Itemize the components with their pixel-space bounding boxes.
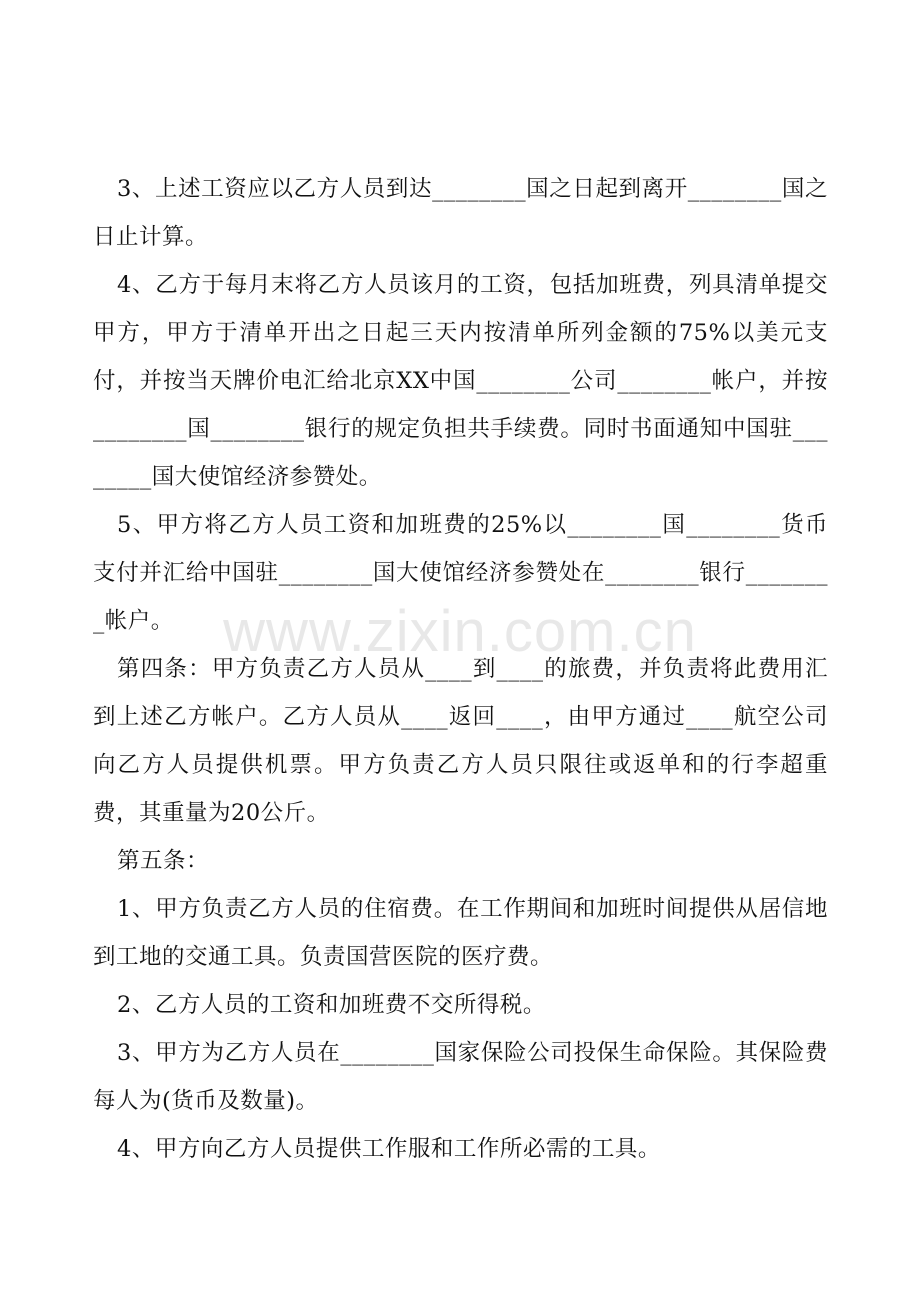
paragraph-article-five-heading: 第五条： — [117, 848, 210, 874]
document-body — [93, 165, 828, 1173]
paragraph-currency-payment: 5、甲方将乙方人员工资和加班费的25%以________国________货币支付并汇给中国驻________国大使馆经济参赞处在________银行________帐户。 — [93, 512, 828, 634]
paragraph-article-four: 第四条：甲方负责乙方人员从____到____的旅费，并负责将此费用汇到上述乙方帐户。乙方人员从____返回____，由甲方通过____航空公司向乙方人员提供机票。甲方负责乙方人员只限往或返单和的行李超重费，其重量为20公斤。 — [93, 656, 828, 826]
paragraph-insurance: 3、甲方为乙方人员在________国家保险公司投保生命保险。其保险费每人为(货币及数量)。 — [93, 1040, 828, 1114]
paragraph-monthly-payment: 4、乙方于每月末将乙方人员该月的工资，包括加班费，列具清单提交甲方，甲方于清单开出之日起三天内按清单所列金额的75%以美元支付，并按当天牌价电汇给北京XX中国________公司________帐户，并按________国________银行的规定负担共手续费。同时书面通知中国驻________国大使馆经济参赞处。 — [93, 272, 828, 490]
paragraph-work-clothes: 4、甲方向乙方人员提供工作服和工作所必需的工具。 — [117, 1136, 661, 1162]
paragraph-wage-period: 3、上述工资应以乙方人员到达________国之日起到离开________国之日止计算。 — [93, 176, 828, 250]
paragraph-tax: 2、乙方人员的工资和加班费不交所得税。 — [117, 992, 546, 1018]
paragraph-accommodation: 1、甲方负责乙方人员的住宿费。在工作期间和加班时间提供从居信地到工地的交通工具。负责国营医院的医疗费。 — [93, 896, 828, 970]
watermark: www.zixin.com.cn — [223, 599, 697, 664]
